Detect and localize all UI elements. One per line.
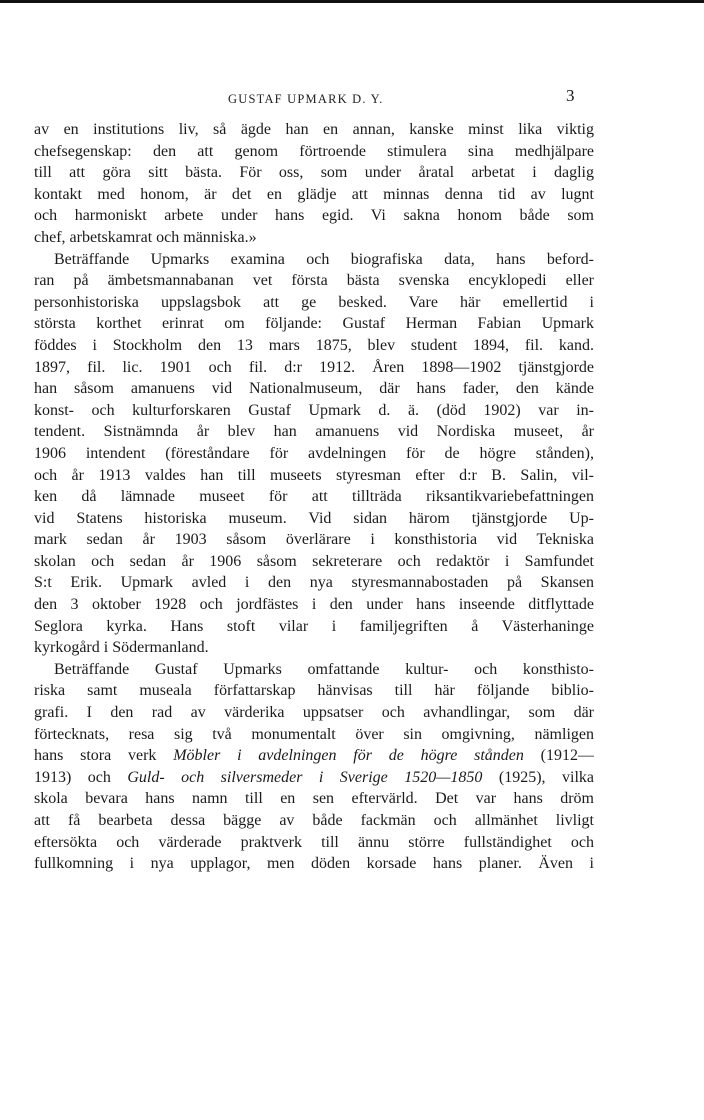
text-line: ken då lämnade museet för att tillträda riksantikvariebefattningen — [34, 488, 594, 506]
text-line: 1906 intendent (föreståndare för avdelningen för de högre stånden), — [34, 444, 594, 462]
text-line: tendent. Sistnämnda år blev han amanuens vid Nordiska museet, år — [34, 423, 594, 441]
text-line: skola bevara hans namn till en sen eftervärld. Det var hans dröm — [34, 790, 594, 808]
text-line: riska samt museala författarskap hänvisas till här följande biblio- — [34, 682, 594, 700]
text-line — [34, 767, 594, 789]
text-line: kyrkogård i Södermanland. — [34, 639, 209, 657]
text-line: till att göra sitt bästa. För oss, som under åratal arbetat i daglig — [34, 164, 594, 182]
text-line: S:t Erik. Upmark avled i den nya styresmannabostaden på Skansen — [34, 574, 594, 592]
text-line: och harmoniskt arbete under hans egid. Vi sakna honom både som — [34, 207, 594, 225]
running-header: GUSTAF UPMARK D. Y. — [228, 92, 384, 106]
text-line — [34, 745, 594, 767]
text-fragment: 1913) och — [34, 768, 128, 786]
text-line: Seglora kyrka. Hans stoft vilar i familjegriften å Västerhaninge — [34, 617, 594, 635]
text-fragment: (1925), vilka — [482, 768, 594, 786]
text-line: vid Statens historiska museum. Vid sidan härom tjänstgjorde Up- — [34, 509, 594, 527]
text-line: föddes i Stockholm den 13 mars 1875, blev student 1894, fil. kand. — [34, 336, 594, 354]
text-line: 1897, fil. lic. 1901 och fil. d:r 1912. Åren 1898—1902 tjänstgjorde — [34, 358, 594, 376]
text-line: Beträffande Gustaf Upmarks omfattande kultur- och konsthisto- — [54, 660, 594, 678]
text-line: kontakt med honom, är det en glädje att minnas denna tid av lugnt — [34, 185, 594, 203]
text-line: grafi. I den rad av värderika uppsatser och avhandlingar, som där — [34, 704, 594, 722]
page-number: 3 — [566, 86, 575, 105]
text-line: chefsegenskap: den att genom förtroende stimulera sina medhjälpare — [34, 142, 594, 160]
text-line: konst- och kulturforskaren Gustaf Upmark d. ä. (död 1902) var in- — [34, 401, 594, 419]
text-line: Beträffande Upmarks examina och biografiska data, hans beford- — [54, 250, 594, 268]
text-line: den 3 oktober 1928 och jordfästes i den under hans inseende ditflyttade — [34, 596, 594, 614]
text-line: skolan och sedan år 1906 såsom sekreterare och redaktör i Samfundet — [34, 552, 594, 570]
body-text — [34, 119, 594, 875]
text-line: chef, arbetskamrat och människa.» — [34, 228, 257, 246]
italic-book-title: Möbler i avdelningen för de högre stånden — [173, 747, 524, 765]
text-line: han såsom amanuens vid Nationalmuseum, där hans fader, den kände — [34, 380, 594, 398]
text-fragment: hans stora verk — [34, 747, 174, 765]
text-line: fullkomning i nya upplagor, men döden korsade hans planer. Även i — [34, 855, 594, 873]
text-fragment: (1912— — [523, 747, 594, 765]
text-line: personhistoriska uppslagsbok att ge besked. Vare här emellertid i — [34, 293, 594, 311]
italic-book-title: Guld- och silversmeder i Sverige 1520—1850 — [127, 768, 483, 786]
text-line: av en institutions liv, så ägde han en annan, kanske minst lika viktig — [34, 121, 594, 138]
text-line: mark sedan år 1903 såsom överlärare i konsthistoria vid Tekniska — [34, 531, 594, 549]
text-line: och år 1913 valdes han till museets styresman efter d:r B. Salin, vil- — [34, 466, 594, 484]
text-line: eftersökta och värderade praktverk till ännu större fullständighet och — [34, 833, 594, 851]
top-edge-rule — [0, 0, 704, 3]
text-line: förtecknats, resa sig två monumentalt över sin omgivning, nämligen — [34, 725, 594, 743]
text-line: ran på ämbetsmannabanan vet första bästa svenska encyklopedi eller — [34, 272, 594, 290]
text-line: största korthet erinrat om följande: Gustaf Herman Fabian Upmark — [34, 315, 594, 333]
text-line: att få bearbeta dessa bägge av både fackmän och allmänhet livligt — [34, 812, 594, 829]
